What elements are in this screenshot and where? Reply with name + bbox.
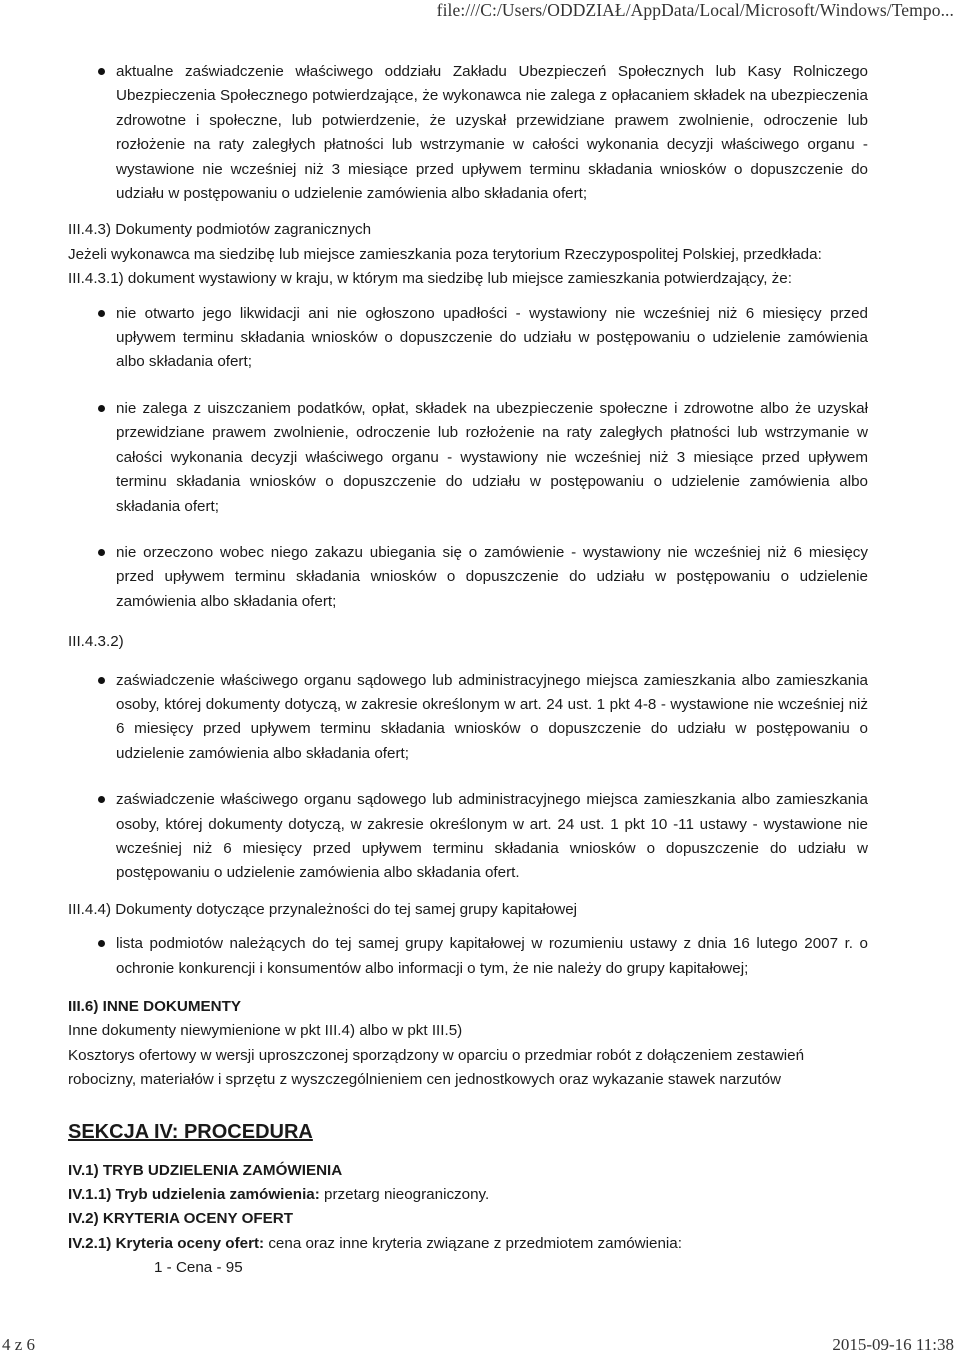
list-item: aktualne zaświadczenie właściwego oddziału Zakładu Ubezpieczeń Społecznych lub Kasy Rolniczego Ubezpieczenia Społecznego potwierdzające, że wykonawca nie zalega z opłacaniem składek na ubezpieczenia zdrowotne i społeczne, lub potwierdzenie, że uzyskał przewidziane prawem zwolnienie, odroczenie lub rozłożenie na raty zaległych płatności lub wstrzymanie w całości wykonania decyzji właściwego organu - wystawione nie wcześniej niż 3 miesiące przed upływem terminu składania wniosków o dopuszczenie do udziału w postępowaniu o udzielenie zamówienia albo składania ofert; bbox=[68, 60, 868, 206]
criteria-heading: IV.2) KRYTERIA OCENY OFERT bbox=[68, 1210, 294, 1228]
subsection-heading-3-4-3-1: III.4.3.1) dokument wystawiony w kraju, w którym ma siedzibę lub miejsce zamieszkania potwierdzający, że: bbox=[68, 270, 792, 288]
list-item: nie orzeczono wobec niego zakazu ubiegania się o zamówienie - wystawiony nie wcześniej niż 6 miesięcy przed upływem terminu składania wniosków o dopuszczenie do udziału w postępowaniu o udzielenie zamówienia albo składania ofert; bbox=[68, 541, 868, 614]
section-heading-3-4-4: III.4.4) Dokumenty dotyczące przynależności do tej samej grupy kapitałowej bbox=[68, 900, 578, 918]
document-list bbox=[68, 669, 868, 886]
other-docs-description: Kosztorys ofertowy w wersji uproszczonej sporządzony w oparciu o przedmiar robót z dołączeniem zestawień robocizny, materiałów i sprzętu z wyszczególnieniem cen jednostkowych oraz wykazanie stawek narzutów bbox=[68, 1046, 805, 1089]
foreign-intro: Jeżeli wykonawca ma siedzibę lub miejsce zamieszkania poza terytorium Rzeczypospolitej Polskiej, przedkłada: bbox=[68, 245, 822, 263]
criterion-item: 1 - Cena - 95 bbox=[154, 1259, 243, 1277]
list-item: nie zalega z uiszczaniem podatków, opłat, składek na ubezpieczenie społeczne i zdrowotne albo że uzyskał przewidziane prawem zwolnienie, odroczenie lub rozłożenie na raty zaległych płatności lub wstrzymanie w całości wykonania decyzji właściwego organu - wystawiony nie wcześniej niż 3 miesiące przed upływem terminu składania wniosków o dopuszczenie do udziału w postępowaniu o udzielenie zamówienia albo składania ofert; bbox=[68, 397, 868, 519]
list-item: zaświadczenie właściwego organu sądowego lub administracyjnego miejsca zamieszkania albo zamieszkania osoby, której dokumenty dotyczą, w zakresie określonym w art. 24 ust. 1 pkt 10 -11 ustawy - wystawione nie wcześniej niż 6 miesięcy przed upływem terminu składania wniosków o dopuszczenie do udziału w postępowaniu o udzielenie zamówienia albo składania ofert. bbox=[68, 788, 868, 886]
criteria-line bbox=[68, 1232, 868, 1256]
section-heading-3-6: III.6) INNE DOKUMENTY bbox=[68, 998, 241, 1015]
procedure-mode-value: przetarg nieograniczony. bbox=[319, 1186, 490, 1204]
document-list bbox=[68, 932, 868, 981]
page-number: 4 z 6 bbox=[2, 1335, 36, 1354]
procedure-heading: IV.1) TRYB UDZIELENIA ZAMÓWIENIA bbox=[68, 1161, 343, 1179]
section-heading-3-4-3: III.4.3) Dokumenty podmiotów zagranicznych bbox=[68, 221, 372, 239]
print-datetime: 2015-09-16 11:38 bbox=[832, 1335, 954, 1354]
document-body bbox=[68, 60, 868, 1281]
other-docs-line: Inne dokumenty niewymienione w pkt III.4) albo w pkt III.5) bbox=[68, 1022, 463, 1040]
procedure-mode-label: IV.1.1) Tryb udzielenia zamówienia: bbox=[68, 1186, 320, 1204]
criteria-value: cena oraz inne kryteria związane z przedmiotem zamówienia: bbox=[264, 1234, 682, 1252]
document-list bbox=[68, 60, 868, 206]
subsection-heading-3-4-3-2: III.4.3.2) bbox=[68, 633, 124, 651]
criteria-label: IV.2.1) Kryteria oceny ofert: bbox=[68, 1234, 265, 1252]
list-item: nie otwarto jego likwidacji ani nie ogłoszono upadłości - wystawiony nie wcześniej niż 6 miesięcy przed upływem terminu składania wniosków o dopuszczenie do udziału w postępowaniu o udzielenie zamówienia albo składania ofert; bbox=[68, 302, 868, 375]
file-url-header: file:///C:/Users/ODDZIAŁ/AppData/Local/Microsoft/Windows/Tempo... bbox=[436, 0, 954, 20]
section-title: SEKCJA IV: PROCEDURA bbox=[68, 1120, 313, 1143]
document-list bbox=[68, 302, 868, 614]
procedure-mode bbox=[68, 1183, 868, 1207]
list-item: zaświadczenie właściwego organu sądowego lub administracyjnego miejsca zamieszkania albo zamieszkania osoby, której dokumenty dotyczą, w zakresie określonym w art. 24 ust. 1 pkt 4-8 - wystawione nie wcześniej niż 6 miesięcy przed upływem terminu składania wniosków o dopuszczenie do udziału w postępowaniu o udzielenie zamówienia albo składania ofert; bbox=[68, 669, 868, 767]
list-item: lista podmiotów należących do tej samej grupy kapitałowej w rozumieniu ustawy z dnia 16 lutego 2007 r. o ochronie konkurencji i konsumentów albo informacji o tym, że nie należy do grupy kapitałowej; bbox=[68, 932, 868, 981]
